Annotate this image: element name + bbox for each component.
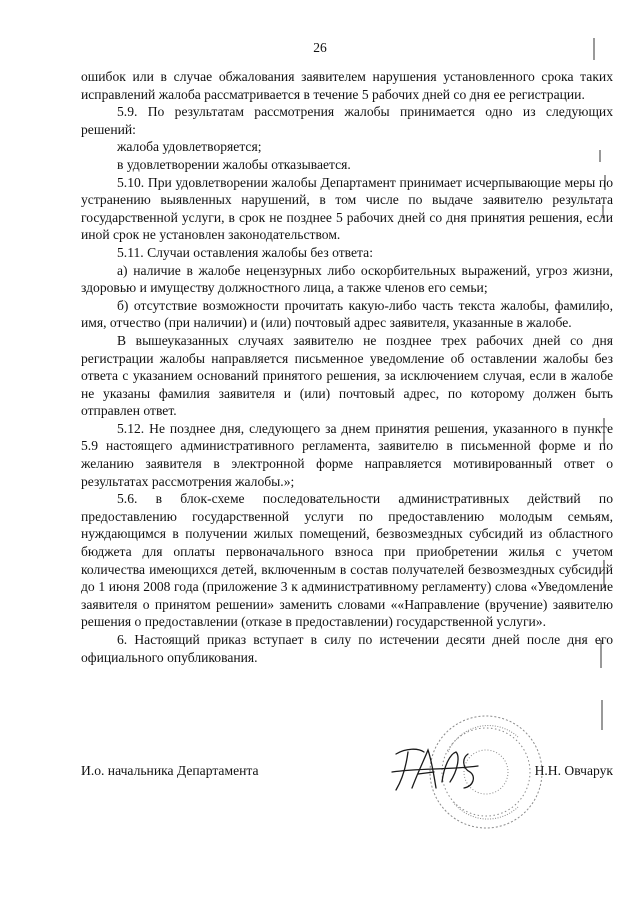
paragraph-5-11-a: а) наличие в жалобе нецензурных либо оскорбительных выражений, угроз жизни, здоровью и имуществу должностного лица, а также членов его семьи; <box>81 262 613 296</box>
paragraph-5-11-b: б) отсутствие возможности прочитать какую-либо часть текста жалобы, фамилию, имя, отчество (при наличии) и (или) почтовый адрес заявителя, указанные в жалобе. <box>81 297 613 331</box>
paragraph-5-9: 5.9. По результатам рассмотрения жалобы принимается одно из следующих решений: <box>81 104 613 137</box>
signatory-role: И.о. начальника Департамента <box>81 763 259 778</box>
decision-option-satisfied: жалоба удовлетворяется; <box>117 139 262 155</box>
paragraph-5-6: 5.6. в блок-схеме последовательности административных действий по предоставлению государственной услуги по предоставлению молодым семьям, нуждающимся в получении жилых помещений, безвозмездных субсидий из областного бюджета для оплаты первоначального взноса при приобретении жилья с учетом количества имеющихся детей, включенным в состав получателей безвозмездных субсидий до 1 июня 2008 года (приложение 3 к административному регламенту) слова «Уведомление заявителя о принятом решении» заменить словами ««Направление (вручение) заявителю решения о предоставлении (отказе в предоставлении) государственной услуги». <box>81 491 613 630</box>
paragraph-5-12: 5.12. Не позднее дня, следующего за днем принятия решения, указанного в пункте 5.9 настоящего административного регламента, заявителю в письменной форме и по желанию заявителя в электронной форме направляется мотивированный ответ о результатах рассмотрения жалобы.»; <box>81 420 613 489</box>
document-body <box>81 68 613 666</box>
signatory-name: Н.Н. Овчарук <box>534 763 613 778</box>
signature-block <box>81 763 613 785</box>
paragraph-no-answer-notice: В вышеуказанных случаях заявителю не позднее трех рабочих дней со дня регистрации жалобы направляется письменное уведомление об оставлении жалобы без ответа с указанием оснований принятого решения, за исключением случая, если в жалобе не указаны фамилия заявителя и (или) почтовый адрес, по которому должен быть отправлен ответ. <box>81 332 613 419</box>
page-number: 26 <box>313 40 327 55</box>
paragraph-5-10: 5.10. При удовлетворении жалобы Департамент принимает исчерпывающие меры по устранению выявленных нарушений, в том числе по выдаче заявителю результата государственной услуги, в срок не позднее 5 рабочих дней со дня принятия решения, если иной срок не установлен законодательством. <box>81 174 613 243</box>
paragraph-6: 6. Настоящий приказ вступает в силу по истечении десяти дней после дня его официального опубликования. <box>81 632 613 665</box>
paragraph-5-11: 5.11. Случаи оставления жалобы без ответа: <box>117 244 373 260</box>
decision-option-refused: в удовлетворении жалобы отказывается. <box>117 156 351 172</box>
paragraph-continuation: ошибок или в случае обжалования заявителем нарушения установленного срока таких исправлений жалоба рассматривается в течение 5 рабочих дней со дня ее регистрации. <box>81 69 613 102</box>
